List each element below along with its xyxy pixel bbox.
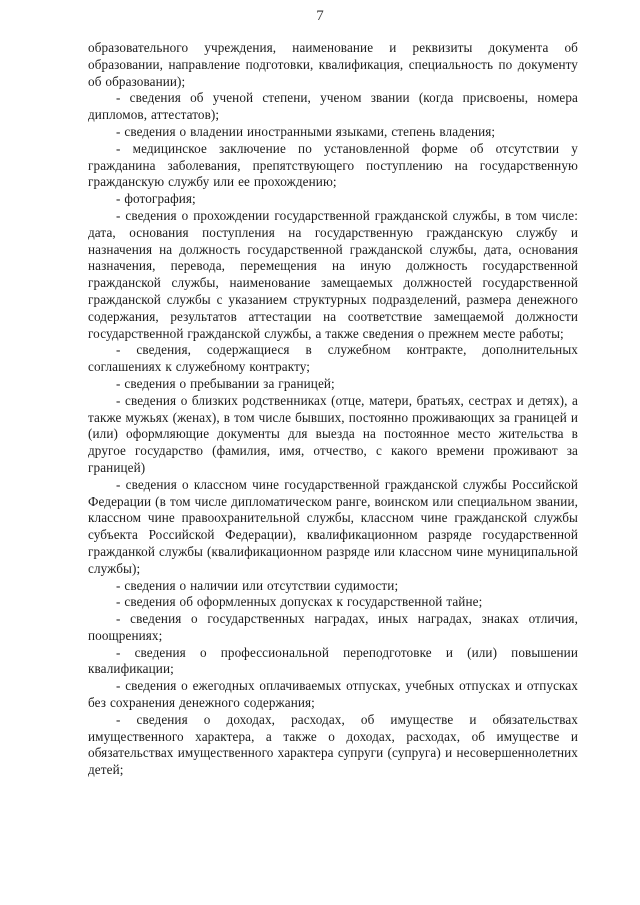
paragraph-state-awards: - сведения о государственных наградах, иных наградах, знаках отличия, поощрениях; — [88, 611, 578, 643]
paragraph-service-contract: - сведения, содержащиеся в служебном контракте, дополнительных соглашениях к служебному контракту; — [88, 342, 578, 375]
paragraph-class-rank: - сведения о классном чине государственной гражданской службы Российской Федерации (в том числе дипломатическом ранге, воинском или специальном звании, классном чине правоохранительной службы, классном чине гражданской службы субъекта Российской Федерации), квалификационном разряде государственной гражданкой службы (квалификационном разряде или классном чине муниципальной службы); — [88, 476, 578, 576]
paragraph-medical-certificate: - медицинское заключение по установленной форме об отсутствии у гражданина заболевания, препятствующего поступлению на государственную гражданскую службу или ее прохождению; — [88, 140, 578, 190]
paragraph-income-declaration: - сведения о доходах, расходах, об имуществе и обязательствах имущественного характера, а также о доходах, расходах, об имуществе и обязательствах имущественного характера супруги (супруга) и несовершеннолетних детей; — [88, 711, 578, 778]
paragraph-foreign-languages: - сведения о владении иностранными языками, степень владения; — [116, 123, 496, 139]
document-body — [88, 40, 578, 779]
paragraph-academic-degree: - сведения об ученой степени, ученом звании (когда присвоены, номера дипломов, аттестатов); — [88, 90, 578, 123]
paragraph-annual-leave: - сведения о ежегодных оплачиваемых отпусках, учебных отпусках и отпусках без сохранения денежного содержания; — [88, 678, 578, 711]
paragraph-state-secret-access: - сведения об оформленных допусках к государственной тайне; — [116, 594, 483, 610]
page-number: 7 — [316, 8, 324, 24]
paragraph-civil-service-record: - сведения о прохождении государственной гражданской службы, в том числе: дата, основания поступления на государственную гражданскую службу и назначения на должность государственной гражданской службы, дата, основания назначения, перевода, перемещения на иную должность государственной гражданской службы, наименование замещаемых должностей государственной гражданской службы с указанием структурных подразделений, размера денежного содержания, результатов аттестации на соответствие замещаемой должности государственной гражданской службы, а также сведения о прежнем месте работы; — [88, 207, 578, 341]
paragraph-stay-abroad: - сведения о пребывании за границей; — [116, 375, 335, 391]
paragraph-close-relatives: - сведения о близких родственниках (отце, матери, братьях, сестрах и детях), а также мужьях (женах), в том числе бывших, постоянно проживающих за границей и (или) оформляющие документы для выезда на постоянное место жительства в другое государство (фамилия, имя, отчество, с какого времени проживают за границей) — [88, 392, 578, 475]
paragraph-criminal-record: - сведения о наличии или отсутствии судимости; — [116, 577, 399, 593]
paragraph-education-continuation: образовательного учреждения, наименование и реквизиты документа об образовании, направление подготовки, квалификация, специальность по документу об образовании); — [88, 40, 578, 89]
paragraph-photograph: - фотография; — [116, 191, 196, 207]
paragraph-professional-training: - сведения о профессиональной переподготовке и (или) повышении квалификации; — [88, 644, 578, 677]
